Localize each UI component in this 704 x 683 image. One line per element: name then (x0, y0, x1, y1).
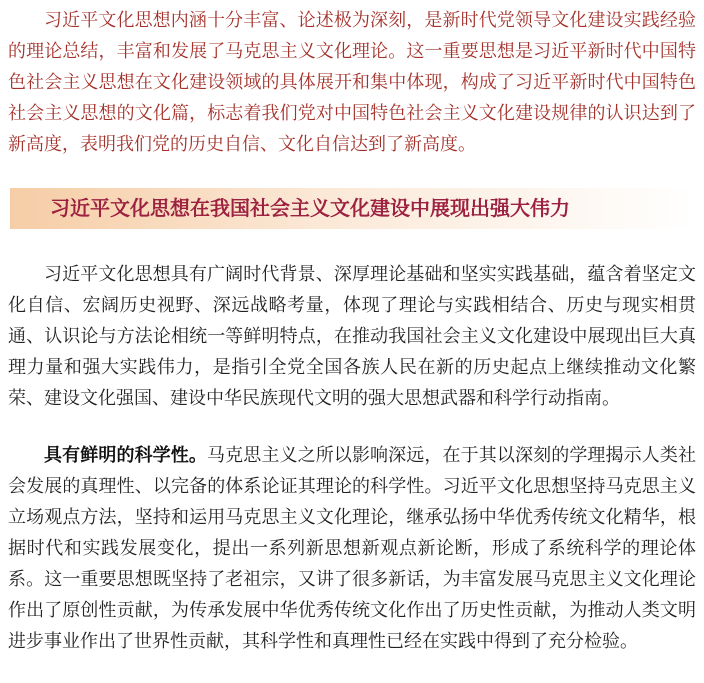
section-title: 习近平文化思想在我国社会主义文化建设中展现出强大伟力 (50, 197, 570, 220)
section-header-band (10, 188, 694, 229)
paragraph-bold-lead: 具有鲜明的科学性。 (44, 445, 208, 465)
article-body (0, 5, 704, 657)
paragraph-text: 马克思主义之所以影响深远，在于其以深刻的学理揭示人类社会发展的真理性、以完备的体系论证其理论的科学性。习近平文化思想坚持马克思主义立场观点方法，坚持和运用马克思主义文化理论，继承弘扬中华优秀传统文化精华，根据时代和实践发展变化，提出一系列新思想新观点新论断，形成了系统科学的理论体系。这一重要思想既坚持了老祖宗，又讲了很多新话，为丰富发展马克思主义文化理论作出了原创性贡献，为传承发展中华优秀传统文化作出了历史性贡献，为推动人类文明进步事业作出了世界性贡献，其科学性和真理性已经在实践中得到了充分检验。 (8, 445, 696, 651)
body-paragraph-emphasis (8, 440, 696, 657)
intro-paragraph: 习近平文化思想内涵十分丰富、论述极为深刻，是新时代党领导文化建设实践经验的理论总结，丰富和发展了马克思主义文化理论。这一重要思想是习近平新时代中国特色社会主义思想在文化建设领域的具体展开和集中体现，构成了习近平新时代中国特色社会主义思想的文化篇，标志着我们党对中国特色社会主义文化建设规律的认识达到了新高度，表明我们党的历史自信、文化自信达到了新高度。 (8, 10, 696, 154)
body-paragraph: 习近平文化思想具有广阔时代背景、深厚理论基础和坚实实践基础，蕴含着坚定文化自信、宏阔历史视野、深远战略考量，体现了理论与实践相结合、历史与现实相贯通、认识论与方法论相统一等鲜明特点，在推动我国社会主义文化建设中展现出巨大真理力量和强大实践伟力，是指引全党全国各族人民在新的历史起点上继续推动文化繁荣、建设文化强国、建设中华民族现代文明的强大思想武器和科学行动指南。 (8, 264, 696, 408)
